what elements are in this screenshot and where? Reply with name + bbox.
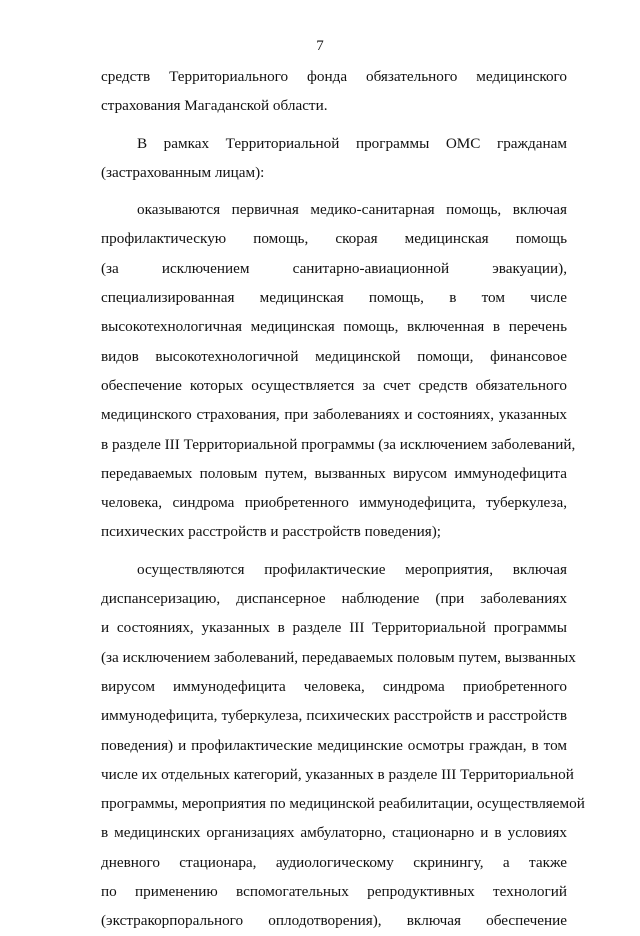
paragraph-preventive-measures xyxy=(101,555,585,936)
text-line: обеспечение которых осуществляется за счет средств обязательного xyxy=(101,376,567,394)
text-line: в разделе III Территориальной программы (за исключением заболеваний, xyxy=(101,435,576,453)
text-line: (застрахованным лицам): xyxy=(101,163,265,181)
text-line: страхования Магаданской области. xyxy=(101,97,328,115)
text-line: иммунодефицита, туберкулеза, психических расстройств и расстройств xyxy=(101,707,567,725)
text-line: человека, синдрома приобретенного иммунодефицита, туберкулеза, xyxy=(101,494,567,512)
text-line: дневного стационара, аудиологическому скринингу, а также xyxy=(101,853,567,871)
text-line: программы, мероприятия по медицинской реабилитации, осуществляемой xyxy=(101,795,585,813)
text-line: числе их отдельных категорий, указанных в разделе III Территориальной xyxy=(101,765,574,783)
text-line: психических расстройств и расстройств поведения); xyxy=(101,523,441,541)
paragraph-medical-care xyxy=(101,195,576,547)
text-line: (за исключением заболеваний, передаваемых половым путем, вызванных xyxy=(101,648,576,666)
text-line: передаваемых половым путем, вызванных вирусом иммунодефицита xyxy=(101,464,567,482)
text-line: и состояниях, указанных в разделе III Территориальной программы xyxy=(101,619,567,637)
text-line: диспансеризацию, диспансерное наблюдение (при заболеваниях xyxy=(101,590,567,608)
text-line: В рамках Территориальной программы ОМС гражданам xyxy=(137,134,567,152)
text-line: (экстракорпорального оплодотворения), включая обеспечение xyxy=(101,912,567,930)
paragraph-fund-reference xyxy=(101,62,567,121)
text-line: профилактическую помощь, скорая медицинская помощь xyxy=(101,230,567,248)
text-line: медицинского страхования, при заболеваниях и состояниях, указанных xyxy=(101,406,567,424)
document-body xyxy=(101,62,585,936)
text-line: средств Территориального фонда обязательного медицинского xyxy=(101,68,567,85)
text-line: поведения) и профилактические медицинские осмотры граждан, в том xyxy=(101,736,567,754)
paragraph-program-intro xyxy=(101,129,567,188)
text-line: (за исключением санитарно-авиационной эвакуации), xyxy=(101,259,567,277)
text-line: видов высокотехнологичной медицинской помощи, финансовое xyxy=(101,347,567,365)
text-line: специализированная медицинская помощь, в том числе xyxy=(101,289,567,307)
page-number: 7 xyxy=(316,38,324,54)
text-line: оказываются первичная медико-санитарная помощь, включая xyxy=(137,201,567,219)
text-line: высокотехнологичная медицинская помощь, включенная в перечень xyxy=(101,318,567,336)
text-line: по применению вспомогательных репродуктивных технологий xyxy=(101,883,567,901)
text-line: осуществляются профилактические мероприятия, включая xyxy=(137,560,567,578)
text-line: вирусом иммунодефицита человека, синдрома приобретенного xyxy=(101,677,567,695)
text-line: в медицинских организациях амбулаторно, стационарно и в условиях xyxy=(101,824,567,842)
